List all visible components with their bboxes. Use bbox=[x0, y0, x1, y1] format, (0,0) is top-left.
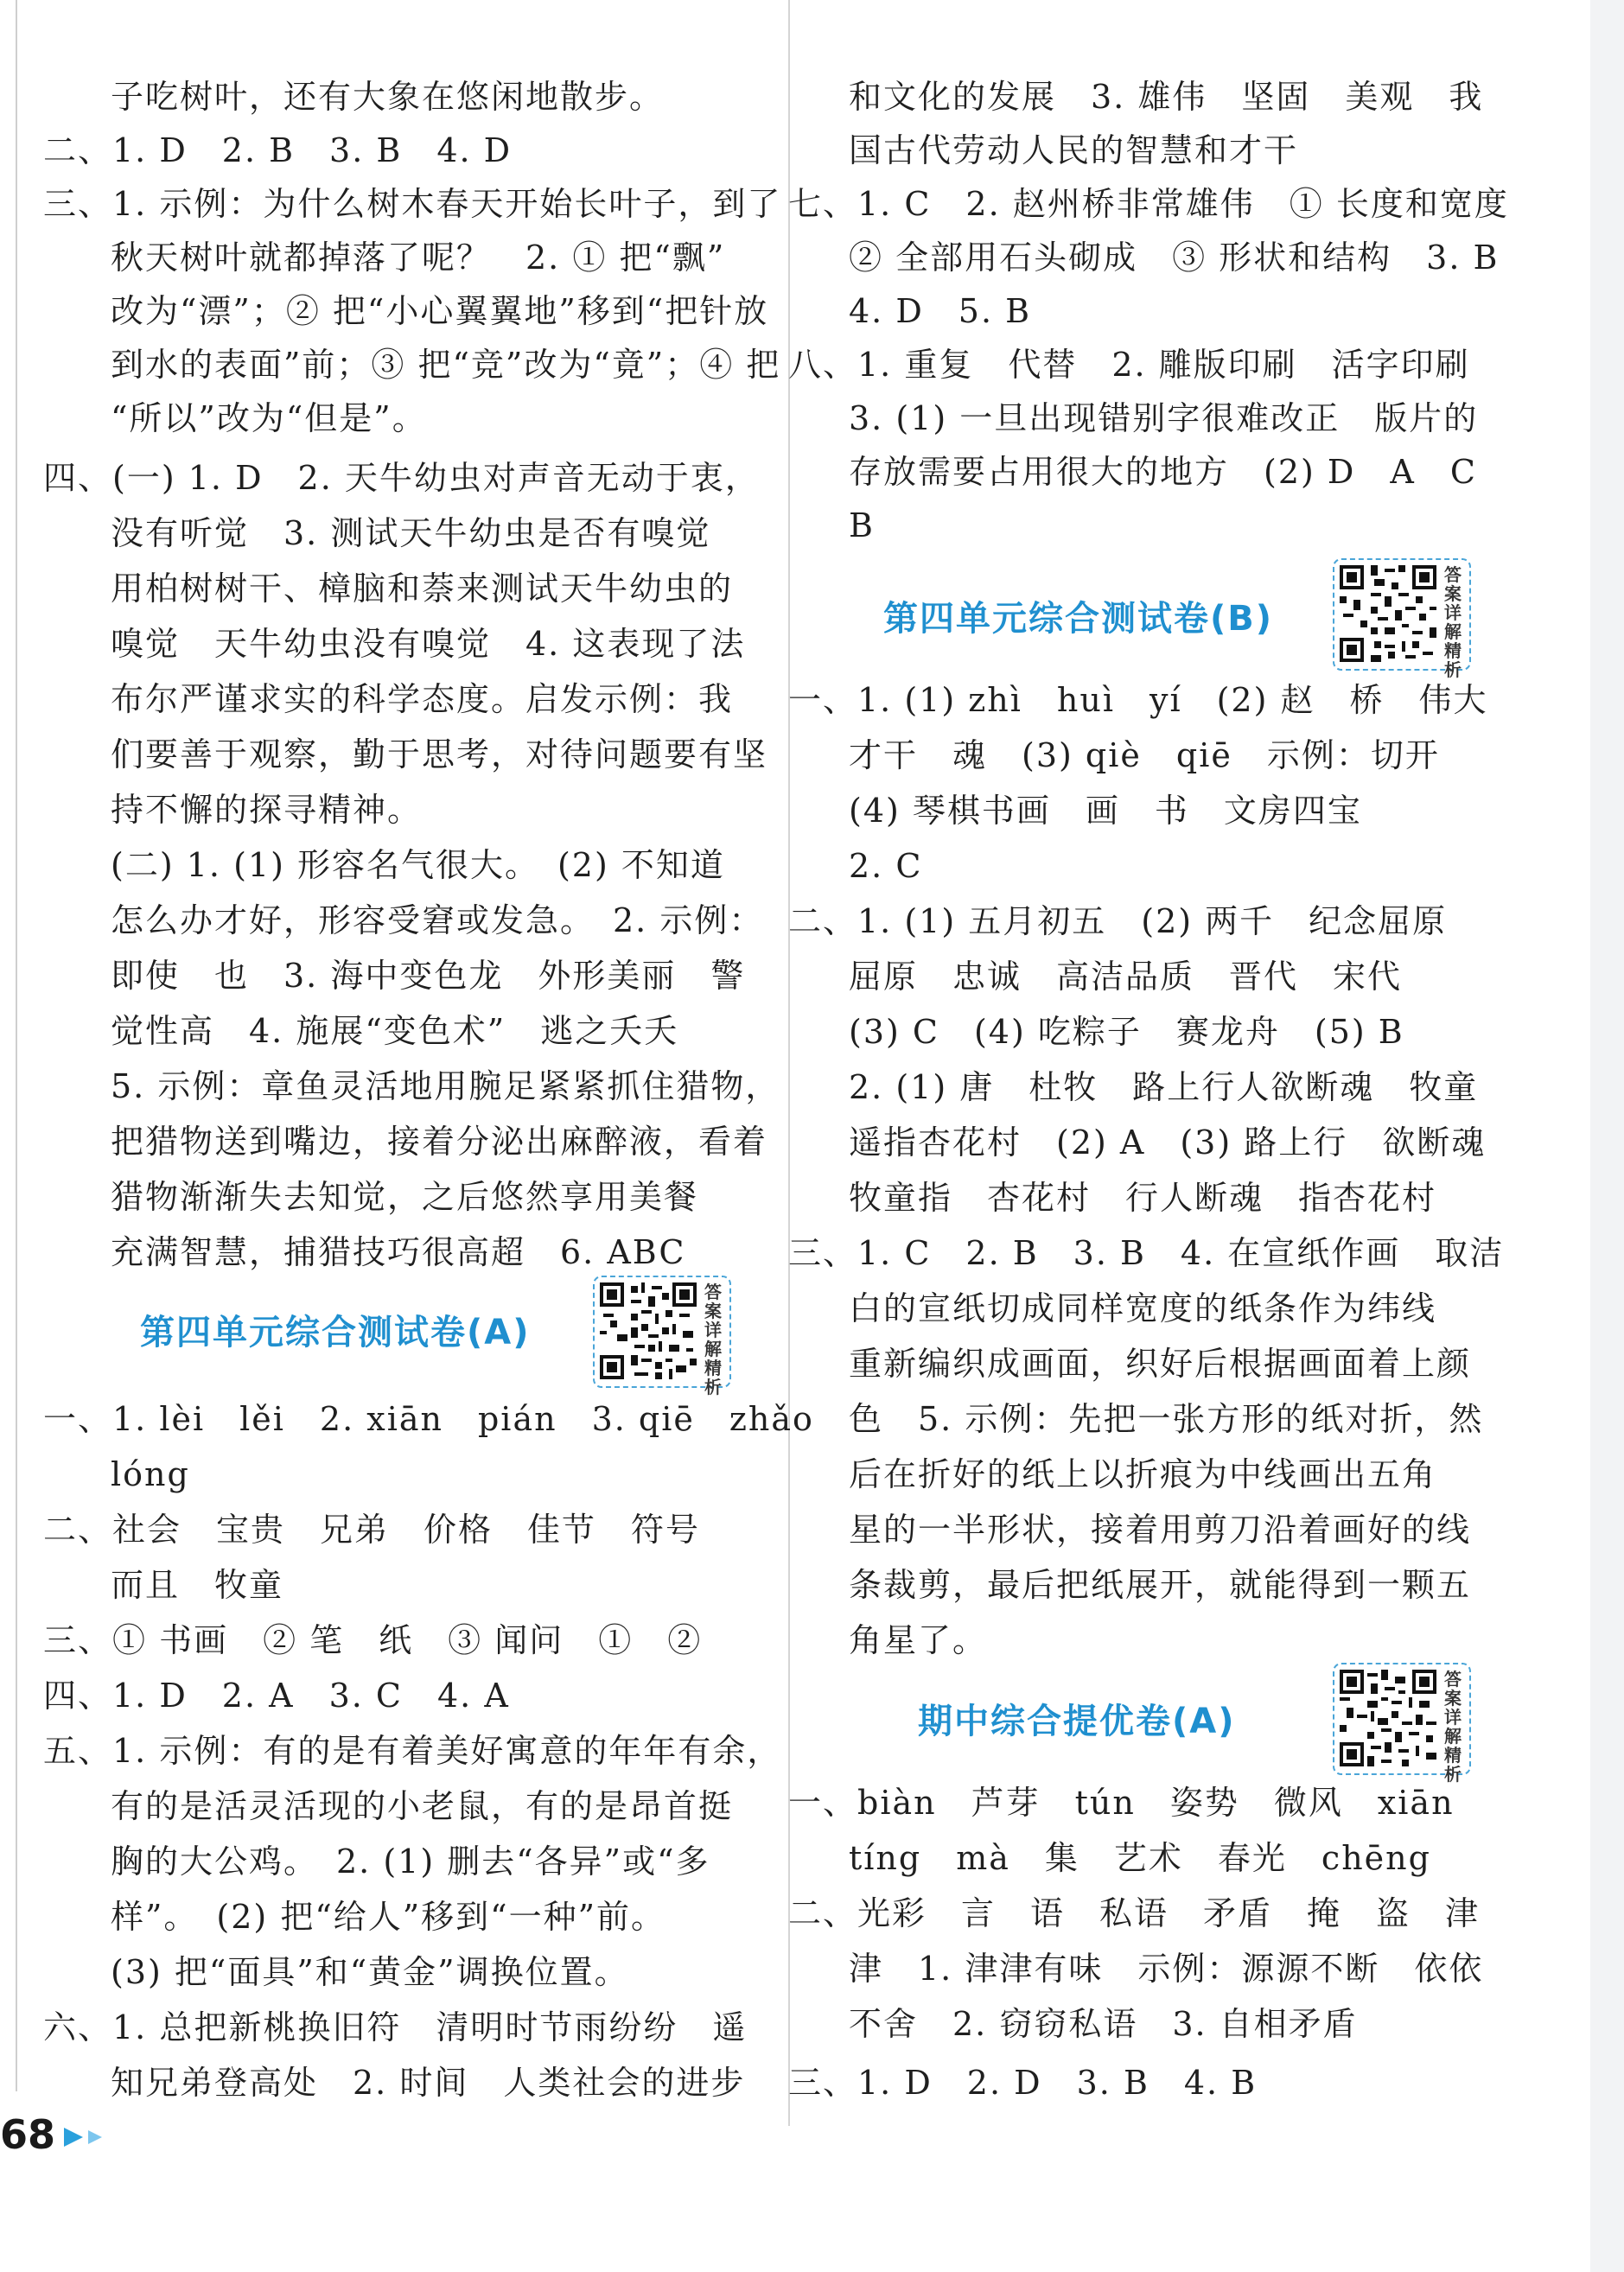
answer-line: 四、1. D 2. A 3. C 4. A bbox=[43, 1677, 510, 1715]
answer-line: 怎么办才好，形容受窘或发急。 2. 示例： bbox=[111, 901, 764, 939]
answer-line: 2. (1) 唐 杜牧 路上行人欲断魂 牧童 bbox=[849, 1068, 1479, 1106]
answer-line: 七、1. C 2. 赵州桥非常雄伟 ① 长度和宽度 bbox=[788, 185, 1509, 223]
next-arrows-icon bbox=[62, 2124, 114, 2150]
answer-line: 2. C bbox=[849, 847, 923, 885]
answer-line: 四、(一) 1. D 2. 天牛幼虫对声音无动于衷， bbox=[43, 459, 760, 497]
qr-code-icon bbox=[600, 1282, 697, 1379]
answer-line: 一、biàn 芦芽 tún 姿势 微风 xiān bbox=[788, 1784, 1455, 1822]
answer-line: 5. 示例：章鱼灵活地用腕足紧紧抓住猎物， bbox=[111, 1067, 780, 1105]
section-title-unit4-b: 第四单元综合测试卷(B) bbox=[883, 599, 1274, 639]
answer-line: 知兄弟登高处 2. 时间 人类社会的进步 bbox=[111, 2064, 746, 2102]
answer-line: 把猎物送到嘴边，接着分泌出麻醉液，看着 bbox=[111, 1123, 768, 1161]
answer-line: 4. D 5. B bbox=[849, 292, 1032, 330]
qr-code[interactable] bbox=[593, 1276, 731, 1397]
answer-line: 布尔严谨求实的科学态度。启发示例：我 bbox=[111, 680, 734, 718]
answer-line: (4) 琴棋书画 画 书 文房四宝 bbox=[849, 792, 1362, 830]
answer-line: 到水的表面”前；③ 把“竞”改为“竟”；④ 把 bbox=[111, 346, 781, 384]
qr-label: 答案详解精析 bbox=[1444, 1669, 1462, 1785]
answer-line: 三、① 书画 ② 笔 纸 ③ 闻问 ① ② bbox=[43, 1621, 703, 1659]
right-edge-shade bbox=[1590, 0, 1624, 2272]
answer-line: 二、社会 宝贵 兄弟 价格 佳节 符号 bbox=[43, 1511, 701, 1549]
answer-line: (3) 把“面具”和“黄金”调换位置。 bbox=[111, 1953, 629, 1991]
answer-line: 后在折好的纸上以折痕为中线画出五角 bbox=[849, 1455, 1437, 1493]
answer-line: 二、1. D 2. B 3. B 4. D bbox=[43, 131, 513, 169]
answer-line: 不舍 2. 窃窃私语 3. 自相矛盾 bbox=[849, 2005, 1358, 2043]
answer-line: 重新编织成画面，织好后根据画面着上颜 bbox=[849, 1345, 1472, 1383]
answer-line: 二、光彩 言 语 私语 矛盾 掩 盗 津 bbox=[788, 1894, 1481, 1932]
answer-line: 二、1. (1) 五月初五 (2) 两千 纪念屈原 bbox=[788, 902, 1448, 940]
qr-code[interactable] bbox=[1333, 558, 1471, 680]
answer-line: 牧童指 杏花村 行人断魂 指杏花村 bbox=[849, 1179, 1437, 1217]
answer-line: (3) C (4) 吃粽子 赛龙舟 (5) B bbox=[849, 1013, 1404, 1051]
answer-line: 六、1. 总把新桃换旧符 清明时节雨纷纷 遥 bbox=[43, 2008, 748, 2046]
answer-line: 角星了。 bbox=[849, 1621, 988, 1659]
qr-code-icon bbox=[1340, 1670, 1436, 1766]
answer-line: 条裁剪，最后把纸展开，就能得到一颗五 bbox=[849, 1566, 1472, 1604]
answer-line: 屈原 忠诚 高洁品质 晋代 宋代 bbox=[849, 958, 1403, 996]
left-margin-rule bbox=[16, 0, 17, 2091]
answer-line: 持不懈的探寻精神。 bbox=[111, 791, 423, 829]
qr-label: 答案详解精析 bbox=[704, 1282, 722, 1397]
answer-line: 觉性高 4. 施展“变色术” 逃之夭夭 bbox=[111, 1012, 679, 1050]
answer-line: 才干 魂 (3) qiè qiē 示例：切开 bbox=[849, 736, 1440, 774]
answer-line: 一、1. lèi lěi 2. xiān pián 3. qiē zhǎo bbox=[43, 1400, 814, 1438]
answer-line: 3. (1) 一旦出现错别字很难改正 版片的 bbox=[849, 399, 1479, 437]
answer-line: 嗅觉 天牛幼虫没有嗅觉 4. 这表现了法 bbox=[111, 625, 746, 663]
answer-line: 八、1. 重复 代替 2. 雕版印刷 活字印刷 bbox=[788, 346, 1470, 384]
answer-line: 存放需要占用很大的地方 (2) D A C bbox=[849, 453, 1477, 491]
answer-line: lóng bbox=[111, 1455, 190, 1493]
answer-line: 国古代劳动人民的智慧和才干 bbox=[849, 131, 1299, 169]
answer-line: 充满智慧，捕猎技巧很高超 6. ABC bbox=[111, 1233, 686, 1271]
answer-line: 三、1. C 2. B 3. B 4. 在宣纸作画 取洁 bbox=[788, 1234, 1505, 1272]
answer-line: 而且 牧童 bbox=[111, 1566, 284, 1604]
answer-line: 遥指杏花村 (2) A (3) 路上行 欲断魂 bbox=[849, 1123, 1487, 1161]
answer-line: 一、1. (1) zhì huì yí (2) 赵 桥 伟大 bbox=[788, 681, 1488, 719]
qr-code[interactable] bbox=[1333, 1663, 1471, 1785]
answer-line: 用柏树树干、樟脑和萘来测试天牛幼虫的 bbox=[111, 570, 734, 608]
answer-line: 三、1. D 2. D 3. B 4. B bbox=[788, 2064, 1258, 2102]
answer-line: B bbox=[849, 506, 875, 544]
answer-line: 星的一半形状，接着用剪刀沿着画好的线 bbox=[849, 1511, 1472, 1549]
page-number: 68 bbox=[0, 2111, 56, 2158]
answer-line: 胸的大公鸡。 2. (1) 删去“各异”或“多 bbox=[111, 1842, 710, 1881]
answer-line: 三、1. 示例：为什么树木春天开始长叶子，到了 bbox=[43, 185, 782, 223]
answer-line: 改为“漂”；② 把“小心翼翼地”移到“把针放 bbox=[111, 292, 769, 330]
answer-line: ② 全部用石头砌成 ③ 形状和结构 3. B bbox=[849, 239, 1500, 277]
answer-line: (二) 1. (1) 形容名气很大。 (2) 不知道 bbox=[111, 846, 725, 884]
answer-line: 秋天树叶就都掉落了呢？ 2. ① 把“飘” bbox=[111, 239, 726, 277]
answer-line: “所以”改为“但是”。 bbox=[111, 399, 427, 437]
answer-line: tíng mà 集 艺术 春光 chēng bbox=[849, 1839, 1431, 1877]
answer-line: 子吃树叶，还有大象在悠闲地散步。 bbox=[111, 78, 665, 116]
qr-label: 答案详解精析 bbox=[1444, 564, 1462, 680]
answer-line: 白的宣纸切成同样宽度的纸条作为纬线 bbox=[849, 1289, 1437, 1327]
section-title-unit4-a: 第四单元综合测试卷(A) bbox=[140, 1313, 531, 1352]
answer-line: 们要善于观察，勤于思考，对待问题要有坚 bbox=[111, 735, 768, 773]
section-title-midterm-a: 期中综合提优卷(A) bbox=[918, 1702, 1236, 1741]
qr-code-icon bbox=[1340, 565, 1436, 662]
answer-line: 津 1. 津津有味 示例：源源不断 依依 bbox=[849, 1950, 1484, 1988]
answer-line: 有的是活灵活现的小老鼠，有的是昂首挺 bbox=[111, 1787, 734, 1825]
answer-line: 猎物渐渐失去知觉，之后悠然享用美餐 bbox=[111, 1178, 699, 1216]
answer-line: 没有听觉 3. 测试天牛幼虫是否有嗅觉 bbox=[111, 514, 711, 552]
answer-line: 色 5. 示例：先把一张方形的纸对折，然 bbox=[849, 1400, 1484, 1438]
answer-line: 和文化的发展 3. 雄伟 坚固 美观 我 bbox=[849, 78, 1484, 116]
answer-line: 即使 也 3. 海中变色龙 外形美丽 警 bbox=[111, 957, 746, 995]
answer-line: 样”。 (2) 把“给人”移到“一种”前。 bbox=[111, 1898, 666, 1936]
answer-line: 五、1. 示例：有的是有着美好寓意的年年有余， bbox=[43, 1732, 782, 1770]
